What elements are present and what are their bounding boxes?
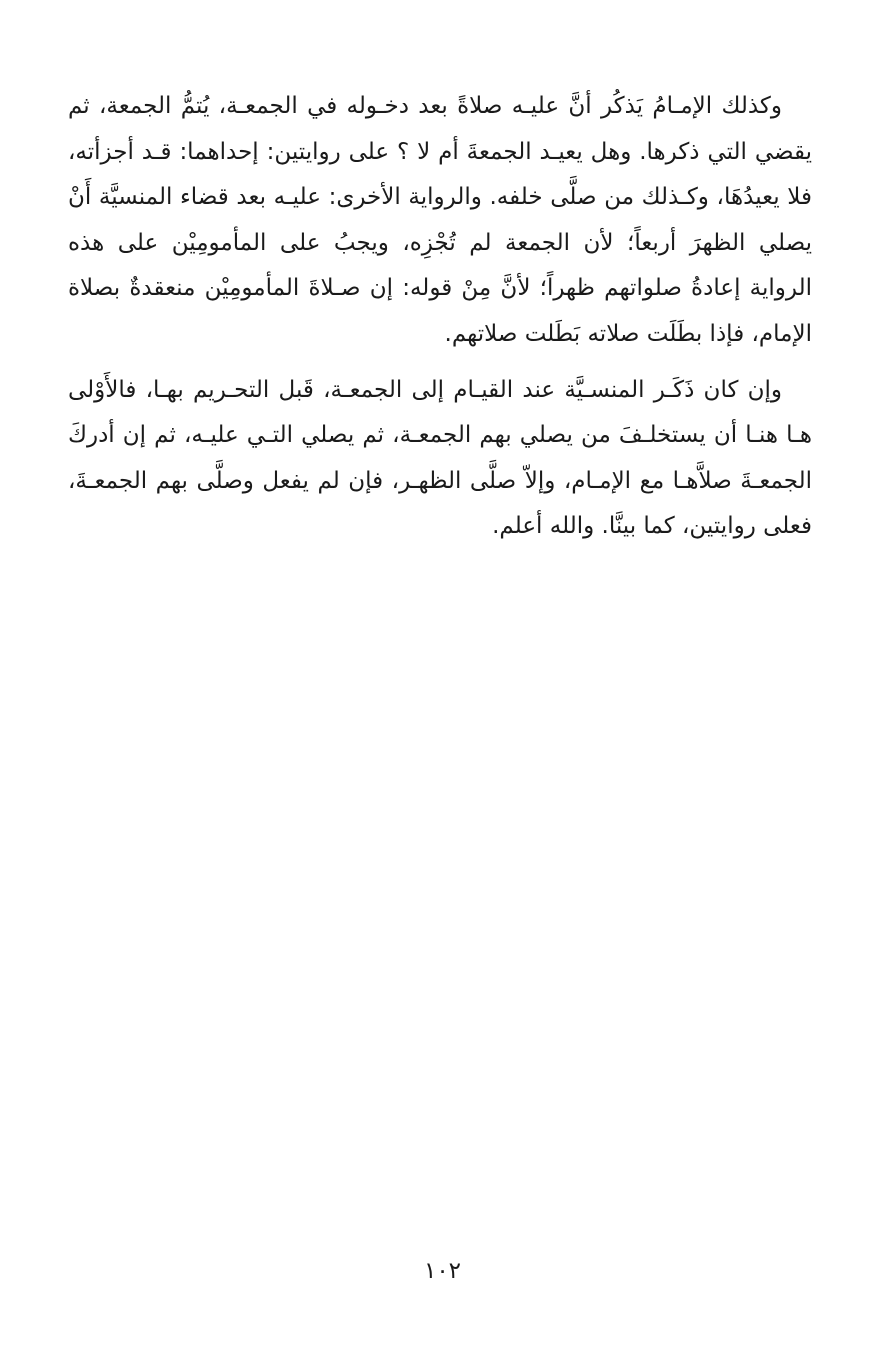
body-text <box>68 84 812 550</box>
paragraph-1: وكذلك الإمـامُ يَذكُر أنَّ عليـه صلاةً بعد دخـوله في الجمعـة، يُتمُّ الجمعة، ثم يقضي التي ذكرها. وهل يعيـد الجمعةَ أم لا ؟ على روايتين: إحداهما: قـد أجزأته، فلا يعيدُهَا، وكـذلك من صلَّى خلفه. والرواية الأخرى: عليـه بعد قضاء المنسيَّة أَنْ يصلي الظهرَ أربعاً؛ لأن الجمعة لم تُجْزِه، ويجبُ على المأمومِيْن على هذه الرواية إعادةُ صلواتهم ظهراً؛ لأنَّ مِنْ قوله: إن صـلاةَ المأمومِيْن منعقدةٌ بصلاة الإمام، فإذا بطَلَت صلاته بَطَلت صلاتهم. <box>68 93 812 347</box>
paragraph-2: وإن كان ذَكَـر المنسـيَّة عند القيـام إلى الجمعـة، قَبل التحـريم بهـا، فالأَوْلى هـا هنـا أن يستخلـفَ من يصلي بهم الجمعـة، ثم يصلي التـي عليـه، ثم إن أدركَ الجمعـةَ صلاَّهـا مع الإمـام، وإلاّ صلَّى الظهـر، فإن لم يفعل وصلَّى بهم الجمعـةَ، فعلى روايتين، كما بينَّا. والله أعلم. <box>68 376 812 540</box>
page-number: ١٠٢ <box>423 1258 462 1284</box>
